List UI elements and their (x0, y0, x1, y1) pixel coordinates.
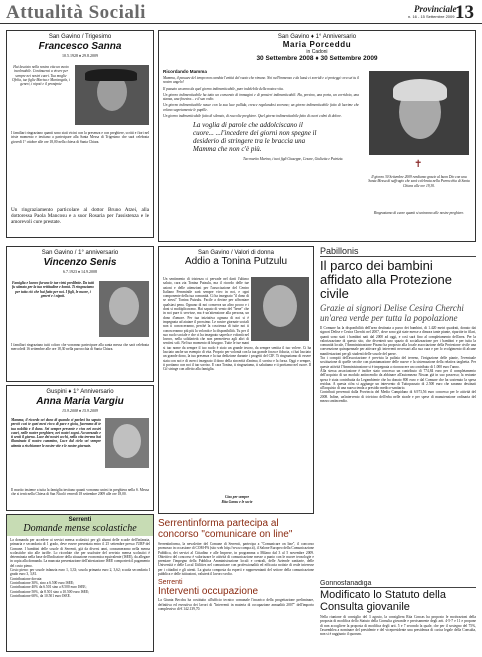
divider (320, 256, 476, 257)
contribution-line: Contribuzione 50%, da 8.501 sino a 10.500 euro ISEE; (10, 589, 90, 594)
page-number: 13 (455, 2, 474, 23)
portrait-face (113, 424, 141, 458)
obituary-dates: 15.9.2008 ♦ 15.9.2009 (61, 408, 99, 413)
obituary-heading: San Gavino ♦ 1° Anniversario (277, 34, 357, 40)
article-signature: Ciao per sempre (224, 495, 250, 499)
memory-para-5: Un giorno indimenticabile fatto di silenzio, di raccolte preghiere. Quel giorno indimenticabile fatto di cuori colmi di dolore. (163, 114, 342, 119)
obituary-poem: Hai lasciato nella nostra vita un vuoto incolmabile. Continuerai a vivere per sempre nei nostri cuori. Tua moglie Ofelia, tue figlie Marisa e Mariangela, i generi, i nipoti e il pronipote (12, 65, 70, 87)
contribution-line: Contribuzione dovuta: (10, 576, 43, 581)
article-body (163, 277, 311, 372)
obituary-heading: Guspini ♦ 1° Anniversario (46, 389, 114, 395)
obituary-name: Maria Porceddu (282, 40, 352, 49)
memory-para-1: Mamma, il passare del tempo non cambia l'entità del vuoto che rimane. Noi nell'immenso e da lassù ci sorridi e ci proteggi: ora sei tu il nostro angelo! (163, 76, 360, 85)
photo-francesco (75, 65, 149, 125)
article-signature-2: Rita Garau e le socie (221, 500, 253, 504)
article-kicker: Gonnosfanadiga (320, 580, 372, 587)
photo-maria (369, 71, 469, 155)
article-header-band (7, 515, 153, 536)
cross-icon: ✝ (414, 159, 423, 170)
article-body-3: Alla stessa associazione è inoltre stato concesso un contributo di 774,84 euro per il completamento dell'acquisto di un modulo antincendio da abbinare all'automezzo Nissan già in suo possesso; la restante spesa è stata contribuita da Legambiente che ha donato 800 euro e dal Comune che ha sostenuto la spesa residua. A questa cifra si aggiunge un intervento di Tuttopassato di 2.500 euro che saranno destinati all'acquisto di una nuova tenda a presidio medico-sanitario. (320, 368, 476, 391)
section-title: Attualità Sociali (6, 2, 146, 23)
article-body-4: Contributi pervenuti dalla Provincia del Medio Campidano di 6.973,56 euro concesso per le attività del 2008. Infine, un'intervento di trivicino dell'erba nelle strade e per spese di manutenzione ordinaria del mezzo antincendio. (320, 390, 476, 404)
article-title: Domande mense scolastiche (23, 523, 137, 534)
obituary-francesco-sanna (6, 30, 154, 238)
portrait-face (109, 287, 139, 325)
article-kicker-2: Serrenti (158, 579, 183, 587)
memory-signature: Tuo marito Marino, i tuoi figli Giuseppe, Cesare, Giulietta e Patrizia. (243, 157, 344, 162)
article-body-2: Tra i compiti dell'associazione è prevista la pulizia del terreno, l'irrigazione delle piante, l'eventuale sostituzione di quelle secche con piantumazione delle nuove e la sistemazione della relativa targhetta. Per queste attività l'Amministrazione si è impegnata a riconoscere un contributo di 1.000 euro l'anno. (320, 356, 476, 369)
memory-quote: La voglia di parole che addolciscano il cuore... ...l'incedere dei giorni non spegne il desiderio di stringere tra le braccia una Mamma che non c'è più. (193, 121, 317, 154)
hair-shape (393, 79, 447, 101)
masthead-logo: Provinciale (414, 4, 457, 14)
obituary-name: Anna Maria Vargiu (36, 396, 124, 407)
article-gonnosfanadiga (320, 580, 476, 654)
thanks-note: Ringraziamo di cuore quanti si uniranno alle nostre preghiere. (373, 211, 465, 215)
mass-notice: Il giorno 30 Settembre 2009 rendiamo grazie al buon Dio con una Santa Messa di suffragio che sarà celebrata nella Parrocchia di Santa Chiara alle ore 19,30. (368, 175, 470, 188)
article-title: Addio a Tonina Putzulu (184, 256, 288, 267)
obituary-thanks: I familiari ringraziano tutti coloro che vorranno partecipare alla santa messa che sarà celebrata mercoledì 16 settembre alle ore 18,30 nella parrocchia di Santa Chiara. (11, 343, 149, 352)
obituary-footer: Un ringraziamento particolare al dottor Bruno Atzei, alla dottoressa Paola Mancosu e a suor Rosaria per l'assistenza e le amorevoli cure prestate. (11, 207, 149, 226)
obituary-poem: Famiglia e lavoro furono le tue virtù predilette. Da tutti fu stimato per la tua rettitudine e bontà. Ti ringraziamo per tutto ciò che hai fatto per noi. I figli, le nuore, i generi e i nipoti. (11, 281, 95, 298)
article-body-1: Il Comune ha la disponibilità dell'area destinata a parco dei bambini, di 1.420 metri quadrati, donato dai signori Delise e Cesira Cherchi nel 2007, dove sono già state messe a dimora tante piante, ripartite in filari, quanti sono stati i bambini nati dal 2000 ad oggi, e così sarà fino al completamento dell'area. Per la valorizzazione di questo sito, che diventerà uno spazio di socializzazione per i bambini e per tutta la comunità locale, l'Amministrazione Pisano ha proposto alla locale associazione della Protezione civile una convenzione quinquennale per attivare gli interventi necessari alla sua cura e per lo svolgimento di alcune manifestazioni per gli studenti delle scuole del paese. (320, 326, 476, 356)
article-title: Serrentinforma partecipa al concorso "comunicare on line" (158, 518, 293, 540)
article-kicker: Pabillonis (320, 246, 359, 256)
obituary-subname: in Cadoni (306, 49, 328, 55)
obituary-heading: San Gavino / Trigesimo (48, 34, 112, 40)
article-costs: Costo pieno: per scuole infanzia euro 1, 3,33; scuola primaria euro 2, 3,62; scuola secondaria I grado euro 3, 3,81. (10, 568, 150, 577)
article-title: Modificato lo Statuto della Consulta giovanile (320, 589, 446, 613)
obituary-dates: 30 Settembre 2008 ♦ 30 Settembre 2009 (256, 55, 378, 62)
article-subtitle: Grazie ai signori Delise Cesira Cherchi un'area verde per tutta la popolazione (320, 303, 464, 323)
obituary-name: Francesco Sanna (38, 41, 122, 52)
contribution-line: Contribuzione 40% da 6.501 sino a 8.500 euro ISEE; (10, 585, 87, 590)
memory-para-4: Un giorno indimenticabile nasce con la sua luce pallida, cresce regalandosi sovrano; un giorno indimenticabile fatto di lacrime che velano segretamente le pupille. (163, 103, 359, 112)
photo-vincenzo (99, 281, 149, 337)
article-kicker: San Gavino / Valori di donna (198, 250, 274, 256)
article-addio-tonina (158, 246, 314, 514)
article-body: Nella riunione di consiglio del 3 agosto, la consigliera Rita Concas ha proposto le motivazioni della proposta di modifica dello Statuto della Consulta giovanile e precisamente degli artt. 4-5-7 e 11 e propone di non accogliere la proposta di modifica degli artt. 5 e 7 secondo la quale, che per il sostegno del 75%, l'assemblea a nominare del presidente e del vicepresidente una presidenza di carica legale della Consulta, non si è raggiunto il quorum. (320, 615, 476, 637)
obituary-poem: Mamma, il ricordo sei dono di quando ci parlavi ha saputo perciò così te quei mesi ricco di pace e gioia, facemmo di te tua nobiltà e il dono. Sei sempre presente e viva nei nostri cuori, nelle nostre preghiere, nei nostri sogni. Accarezzalo e ti senti il giorno. Luce dei nostri occhi, nella vita terrena hai illuminato il nostro cammino, Luce dal cielo sei sempre attenta a rischiarare le nostre vite e le nostre giornate. (11, 418, 101, 448)
photo-anna-maria (105, 418, 149, 468)
obituary-name: Vincenzo Senis (43, 257, 117, 268)
article-body: La domanda per accedere ai servizi mensa scolastici per gli alunni delle scuole dell'infanzia, primaria e secondaria di 1 grado, deve essere presentata entro il 25 settembre presso l'URP del Comune. I bambini delle scuole di Serrenti, già da diversi anni, consumeranno nella mensa scolastiche sito alle tariffe. Lo ricordate che per usufruire del servizio mensa scolastici è determinata nella base dell'indicatore della situazione economica equivalente (ISEE), da allegare in copia alla domanda. La mancata presentazione dell'attestazione ISEE comporterà il pagamento del costo pieno. (10, 538, 150, 568)
obituary-anna-maria-vargiu (6, 385, 154, 511)
contribution-line: Contribuzione 30%, sino a 6.500 euro ISEE; (10, 580, 75, 585)
header-rule (0, 23, 482, 24)
obituary-vincenzo-senis (6, 246, 154, 382)
article-title-2: Interventi occupazione (158, 586, 259, 598)
article-serrentinforma (158, 518, 314, 654)
page-header (0, 0, 482, 24)
obituary-thanks: Il marito insieme a tutta la famiglia invitano quanti vorranno unirsi in preghiera nella S. Messa che si terrà nella Chiesa di San Nicolò venerdì 18 settembre 2009 alle ore 18,00. (11, 488, 149, 497)
obituary-dates: 10.5.1928 ♦ 29.8.2009 (61, 53, 99, 58)
article-body: Serrentinforma, la newsletter del Comune di Serrenti, partecipa a "Comunicare on line", il concorso promosso in occasione di COM-PA (sito web http://www.compa.it), il Salone Europeo della Comunicazione Pubblica, dei servizi al Cittadino e alle Imprese, in programma a Milano dal 3 al 5 novembre 2009. Obiettivo del concorso è valorizzare le attività di comunicazione messe a punto con le nuove tecnologie e premiare l'impegno della Pubblica Amministrazione locali e centrali, delle Aziende sanitarie, delle Università e delle Local Utilities nel comunicare con professionalità ed efficacia notizie di reale interesse per i cittadini e gli utenti. La giuria composta da esperti e rappresentanti del settore della comunicazione pubblica e delle istituzioni, valuterà il lavoro svolto. (158, 542, 314, 577)
obituary-dates: 6.7.1923 ♦ 14.9.2008 (62, 269, 98, 274)
memory-section-title: Ricordando Mamma (163, 69, 207, 74)
article-title: Il parco dei bambini affidato alla Protezione civile (320, 258, 453, 301)
article-serrenti-mense (6, 514, 154, 652)
memory-para-2: Il passato un anno da quel giorno indimenticabile, pure indelebile della nostra vita. (163, 86, 284, 91)
obituary-heading: San Gavino / 1° anniversario (41, 250, 119, 256)
obituary-thanks: I familiari ringraziano quanti sono stati vicini con la presenza e con preghiere, scritti e fiori nel triste momento e invitano a partecipare alla Santa Messa di Trigesimo che sarà celebrata giovedì 1° ottobre alle ore 18,00 nella chiesa di Santa Chiara. (11, 131, 149, 144)
issue-info: n. 16 - 15 Settembre 2009 (408, 14, 455, 19)
article-body-2: La Giunta Becchu ha costituito all'ufficio tecnico comunale l'incarico della progettazione preliminare, definitiva ed esecutiva dei lavori di "Interventi in materia di occupazione annualità 2007" dell'importo complessivo di € 142.139,70. (158, 598, 314, 611)
article-kicker: Serrenti (68, 517, 92, 523)
divider (320, 587, 476, 588)
obituary-maria-porceddu (158, 30, 476, 242)
hat-shape (85, 69, 137, 81)
memory-para-3: Un giorno indimenticabile ha tutto un consorzio di immagini e di pensieri indimenticabili. Ha, persino, una porta, un corridoio, una stanza, una finestra... e il suo volto. (163, 92, 359, 102)
article-pabillonis (320, 246, 476, 574)
contribution-line: Contribuzione 60%, da 10.501 euro ISEE. (10, 593, 71, 598)
article-body-text: Un sentimento di tristezza ci pervade nel darti l'ultimo saluto, cara zia Tonina Putzulu, ma il ricordo delle tue azioni e delle attenzioni per l'associazione del Centro Italiano Femminile sarà sempre vivo in noi, e ogni componente della tua comunità. Ci ha insegnato "il dono di se stessi" Tonina Putzulu. Facile a decine per affrontare qualsiasi pena. Ognuno di noi conserva un altro pocoo e i doni si moltiplicavano. Hai saputo di vento del "bene" che in noi pure ti servisse, ma è un'attenzione alla persona, un dono d'amore. Per tua iniziativa ognuna di noi si è impegnata ad aiutare il prossimo. Le nostre giornate sociali non ti conosceranno, perché la coscienza di tutte noi ti conosceranno più più la volontà e la disponibilità. Tu per il suo ruolo sociale e che ci ha insegnato saperla e volontà nel lavoro, nella solidarietà che non permetteva agli altri di sentirsi soli. Nel tuo momento di bisogno. Tutte le tue mani si tuo nome da sempre il tuo ruolo è stato un grande tesoro, da sempre sentita il tuo volere. Ci ha lasciato anche un esempio di vita. Proprio per volontà con la tua grande forza e fiducia, ci hai lasciato un grande dono, la tua presenza e la tua dedizione durante i progetti del CIF. Ti ringraziamo di essere stata con noi e di averci insegnato il dono della sincerità d'animo, il sorriso e la forza. Oggi e sempre, ti portiamo con noi il tuo sorriso. E cara Tonina, ti ringraziamo, ti salutiamo e ti portiamo nel cuore. Il Cif stringe con affetto alla famiglia. (163, 277, 311, 372)
